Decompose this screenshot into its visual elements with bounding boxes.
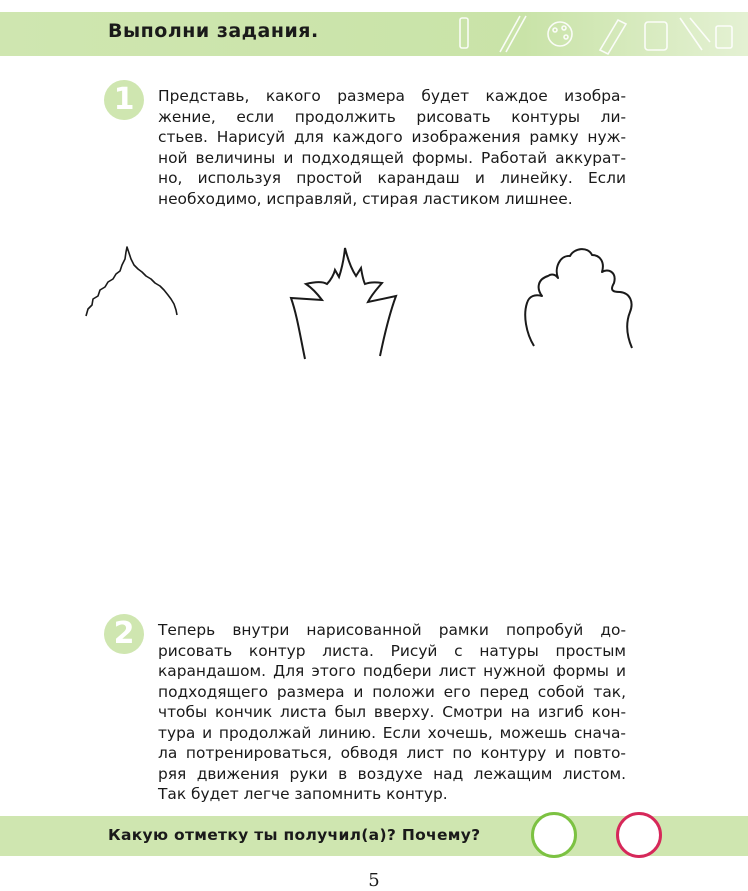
green-mark-circle[interactable] (531, 812, 577, 858)
self-assessment-question: Какую отметку ты получил(а)? Почему? (108, 826, 481, 844)
leaf-outline-2 (291, 248, 396, 359)
page-title: Выполни задания. (108, 20, 319, 42)
leaf-outlines (0, 238, 748, 368)
red-mark-circle[interactable] (616, 812, 662, 858)
task1-line: Представь, какого размера будет каждое изобра- (158, 87, 626, 105)
task1-text (158, 86, 626, 209)
leaf-outline-3 (525, 249, 632, 348)
task-number-2: 2 (104, 614, 144, 654)
art-supplies-icon (440, 12, 740, 56)
page-number: 5 (368, 870, 380, 891)
task1-line: стьев. Нарисуй для каждого изображения рамку нуж- (158, 128, 626, 146)
task2-line: ла потренироваться, обводя лист по контуру и повто- (158, 744, 626, 762)
task2-line: карандашом. Для этого подбери лист нужной формы и (158, 662, 626, 680)
task2-line: ряя движения руки в воздухе над лежащим листом. (158, 764, 626, 783)
task1-line: но, используя простой карандаш и линейку. Если (158, 169, 626, 187)
task2-text (158, 620, 626, 805)
task1-line: жение, если продолжить рисовать контуры ли- (158, 107, 626, 126)
task2-line: Теперь внутри нарисованной рамки попробуй до- (158, 621, 626, 639)
task-number-1: 1 (104, 80, 144, 120)
task1-line: необходимо, исправляй, стирая ластиком лишнее. (158, 189, 573, 208)
task2-line: Так будет легче запомнить контур. (158, 785, 448, 803)
task2-line: тура и продолжай линию. Если хочешь, можешь снача- (158, 723, 626, 742)
task2-line: чтобы кончик листа был вверху. Смотри на изгиб кон- (158, 703, 626, 721)
task1-line: ной величины и подходящей формы. Работай аккурат- (158, 148, 626, 167)
leaf-outline-1 (86, 247, 177, 316)
task2-line: рисовать контур листа. Рисуй с натуры простым (158, 641, 626, 660)
task2-line: подходящего размера и положи его перед собой так, (158, 682, 626, 701)
